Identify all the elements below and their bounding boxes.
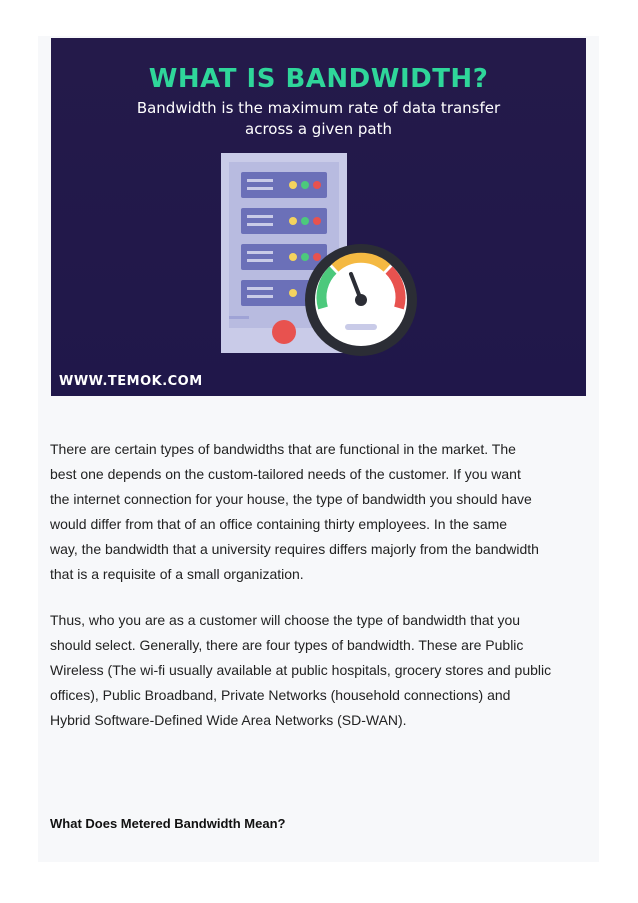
text-line: best one depends on the custom-tailored needs of the customer. If you want [50, 466, 521, 482]
text-line: way, the bandwidth that a university requires differs majorly from the bandwidth [50, 541, 539, 557]
text-line: offices), Public Broadband, Private Networks (household connections) and [50, 687, 511, 703]
text-line: Hybrid Software-Defined Wide Area Networks (SD-WAN). [50, 712, 407, 728]
text-line: would differ from that of an office containing thirty employees. In the same [50, 516, 508, 532]
paragraph [50, 437, 590, 587]
text-line: There are certain types of bandwidths that are functional in the market. The [50, 441, 516, 457]
hero-subtitle-line: across a given path [245, 120, 392, 138]
speedometer-gauge-icon [305, 244, 417, 356]
hero-banner-image [51, 38, 586, 396]
text-line: that is a requisite of a small organization. [50, 566, 304, 582]
text-line: should select. Generally, there are four types of bandwidth. These are Public [50, 637, 524, 653]
text-line: Thus, who you are as a customer will choose the type of bandwidth that you [50, 612, 521, 628]
hero-subtitle-line: Bandwidth is the maximum rate of data transfer [136, 99, 501, 117]
article-body [50, 437, 590, 754]
hero-site-url: WWW.TEMOK.COM [59, 374, 203, 389]
section-subheading: What Does Metered Bandwidth Mean? [50, 816, 286, 831]
text-line: Wireless (The wi-fi usually available at public hospitals, grocery stores and public [50, 662, 552, 678]
paragraph [50, 608, 590, 733]
text-line: the internet connection for your house, the type of bandwidth you should have [50, 491, 532, 507]
document-page [38, 36, 599, 862]
hero-title: WHAT IS BANDWIDTH? [148, 64, 489, 94]
hero-subtitle [51, 98, 586, 140]
